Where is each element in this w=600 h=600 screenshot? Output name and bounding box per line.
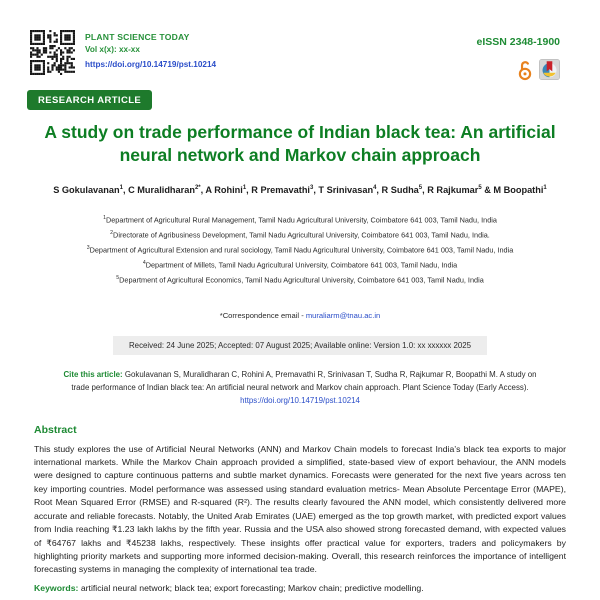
affiliations-block: [0, 212, 600, 287]
open-access-icon: [517, 58, 533, 81]
journal-doi-link[interactable]: https://doi.org/10.14719/pst.10214: [85, 60, 217, 69]
abstract-section: [0, 424, 600, 593]
masthead: [0, 0, 600, 81]
research-article-badge: RESEARCH ARTICLE: [27, 90, 152, 110]
journal-volume: Vol x(x): xx-xx: [85, 45, 140, 54]
citation-block: [63, 368, 538, 407]
correspondence-label: *Correspondence email -: [219, 310, 306, 320]
dates-bar: Received: 24 June 2025; Accepted: 07 August 2025; Available online: Version 1.0: xx xxxxxx 2025: [113, 336, 487, 355]
authors-line: S Gokulavanan$^1$, C Muralidharan$^{2*}$, A Rohini$^1$, R Premavathi$^3$, T Srinivasan$^4$, R Sudha$^5$, R Rajkumar$^5$ & M Boopathi$^1$: [53, 185, 547, 196]
abstract-text: This study explores the use of Artificial Neural Networks (ANN) and Markov Chain models to forecast India’s black tea exports to major international markets. While the Markov Chain approach provided a simplified, state-based view of export behaviour, the ANN models were designed to capture continuous patterns and subtle market dynamics. Forecasts were generated for the next five years across ten key importing countries. Model performance was assessed using standard evaluation metrics- Mean Absolute Percentage Error (MAPE), Root Mean Squared Error (RMSE) and R-squared (R²). The results clearly favoured the ANN model, which consistently delivered more accurate and reliable forecasts. Notably, the United Arab Emirates (UAE) emerged as the top growth market, with predicted export values from India reaching ₹1.23 lakh lakhs by the fifth year. Russia and the USA also showed strong forecasted demand, with expected values of ₹64767 lakhs and ₹45238 lakhs, respectively. These insights offer practical value for exporters, traders and policymakers by highlighting priority markets and supporting more informed decision-making. Overall, this research reinforces the importance of intelligent forecasting systems in managing the complexity of international tea trade.: [34, 443, 566, 575]
abstract-heading: Abstract: [34, 423, 77, 436]
keywords-line: [34, 583, 566, 593]
crossmark-check-updates-icon[interactable]: [539, 59, 560, 80]
keywords-text: artificial neural network; black tea; export forecasting; Markov chain; predictive modelling.: [80, 582, 424, 593]
journal-name: PLANT SCIENCE TODAY: [85, 32, 190, 42]
keywords-label: Keywords:: [34, 582, 81, 593]
article-title: A study on trade performance of Indian black tea: An artificial neural network and Markov chain approach: [44, 122, 556, 165]
affiliation-line: $^3$Department of Agricultural Extension and rural sociology, Tamil Nadu Agricultural University, Coimbatore 641 003, Tamil Nadu, India: [86, 244, 514, 255]
cite-text: Gokulavanan S, Muralidharan C, Rohini A, Premavathi R, Srinivasan T, Sudha R, Rajkumar R, Boopathi M. A study on trade performance of Indian black tea: An artificial neural network and Markov chain approach. Plant Science Today (Early Access).: [71, 369, 537, 392]
affiliation-line: $^1$Department of Agricultural Rural Management, Tamil Nadu Agricultural University, Coimbatore 641 003, Tamil Nadu, India: [103, 215, 497, 225]
affiliation-line: $^2$Directorate of Agribusiness Development, Tamil Nadu Agricultural University, Coimbatore 641 003, Tamil Nadu, India.: [110, 229, 490, 240]
cite-label: Cite this article:: [63, 369, 125, 379]
qr-code: [30, 30, 75, 75]
cite-doi-link[interactable]: https://doi.org/10.14719/pst.10214: [240, 395, 360, 405]
affiliation-line: $^5$Department of Agricultural Economics, Tamil Nadu Agricultural University, Coimbatore 641 003, Tamil Nadu, India: [116, 274, 484, 285]
correspondence-line: [0, 311, 600, 320]
eissn-label: eISSN 2348-1900: [476, 36, 560, 48]
correspondence-email-link[interactable]: muraliarm@tnau.ac.in: [305, 310, 381, 320]
affiliation-line: $^4$Department of Millets, Tamil Nadu Agricultural University, Coimbatore 641 003, Tamil Nadu, India: [142, 259, 458, 270]
